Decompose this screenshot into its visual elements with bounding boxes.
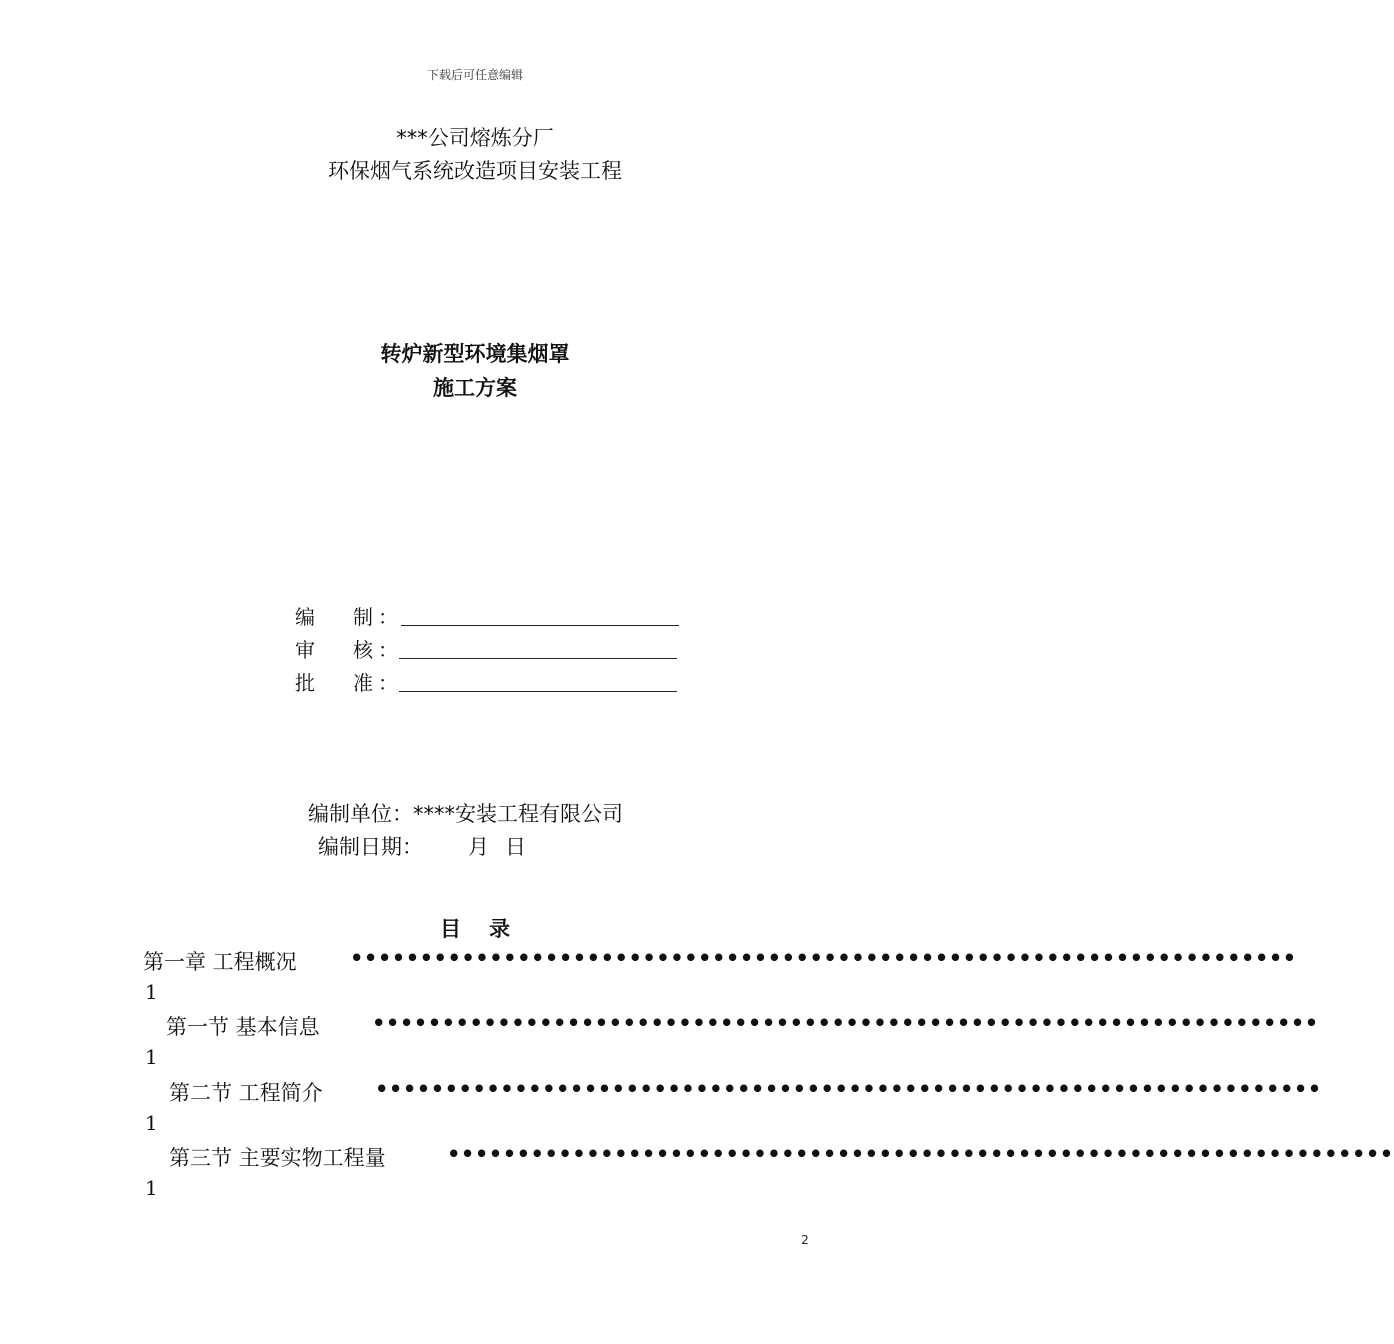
page-number: 2 <box>801 1233 809 1247</box>
signature-label-char: 核 <box>353 638 373 662</box>
toc-entry-label[interactable]: 第一节 基本信息 <box>166 1015 320 1039</box>
toc-leader-dots: •••••••••••••••••••••••••••••••••••••••••••••••••••••••••••••••••••• <box>375 1077 1322 1101</box>
document-title: 转炉新型环境集烟罩 <box>380 342 570 366</box>
signature-label-char: 审 <box>295 638 315 662</box>
compiling-date-label: 编制日期： <box>318 835 423 859</box>
signature-colon: ： <box>378 638 398 662</box>
project-name: 环保烟气系统改造项目安装工程 <box>328 159 622 183</box>
toc-leader-dots: •••••••••••••••••••••••••••••••••••••••••••••••••••••••••••••••••••• <box>372 1011 1319 1035</box>
toc-page-number: 1 <box>145 1111 158 1135</box>
signature-label-char: 编 <box>295 605 315 629</box>
company-name: ***公司熔炼分厂 <box>396 126 554 150</box>
compiling-unit: 编制单位：****安装工程有限公司 <box>308 802 623 826</box>
toc-title <box>0 913 950 943</box>
signature-row-prepared <box>295 601 695 631</box>
signature-row-approved <box>295 667 695 697</box>
toc-entry-label[interactable]: 第三节 主要实物工程量 <box>169 1146 386 1170</box>
toc-title-char: 录 <box>489 917 510 941</box>
toc-leader-dots: •••••••••••••••••••••••••••••••••••••••••••••••••••••••••••••••••••• <box>350 946 1297 970</box>
date-day: 日 <box>505 835 526 859</box>
toc-leader-dots: •••••••••••••••••••••••••••••••••••••••••••••••••••••••••••••••••••• <box>447 1142 1394 1166</box>
toc-page-number: 1 <box>145 980 158 1004</box>
signature-label-char: 准 <box>353 671 373 695</box>
toc-title-char: 目 <box>440 917 461 941</box>
signature-row-reviewed <box>295 634 695 664</box>
signature-colon: ： <box>378 605 398 629</box>
date-month: 月 <box>468 835 489 859</box>
signature-line <box>399 658 677 659</box>
header-note: 下载后可任意编辑 <box>426 68 523 82</box>
toc-entry-label[interactable]: 第二节 工程简介 <box>169 1081 323 1105</box>
toc-page-number: 1 <box>145 1176 158 1200</box>
toc-page-number: 1 <box>145 1045 158 1069</box>
signature-colon: ： <box>378 671 398 695</box>
signature-line <box>399 691 677 692</box>
document-subtitle: 施工方案 <box>433 376 517 400</box>
toc-entry-label[interactable]: 第一章 工程概况 <box>143 950 297 974</box>
signature-label-char: 制 <box>353 605 373 629</box>
signature-label-char: 批 <box>295 671 315 695</box>
signature-line <box>401 625 679 626</box>
